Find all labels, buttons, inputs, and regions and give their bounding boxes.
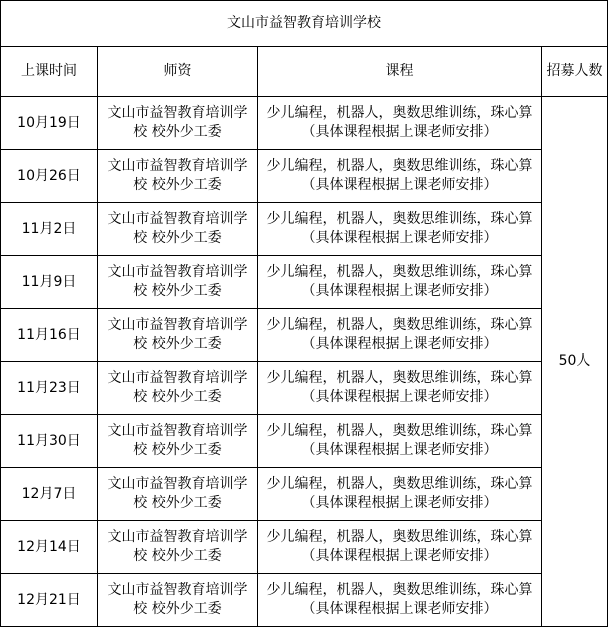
table-row: [1, 362, 608, 415]
teacher-cell: 文山市益智教育培训学校 校外少工委: [98, 574, 258, 627]
teacher-cell: 文山市益智教育培训学校 校外少工委: [98, 203, 258, 256]
table-row: [1, 574, 608, 627]
course-cell: 少儿编程，机器人，奥数思维训练，珠心算（具体课程根据上课老师安排）: [258, 415, 542, 468]
date-cell: 11月9日: [1, 256, 98, 309]
course-cell: 少儿编程，机器人，奥数思维训练，珠心算（具体课程根据上课老师安排）: [258, 150, 542, 203]
table-row: [1, 415, 608, 468]
course-cell: 少儿编程，机器人，奥数思维训练，珠心算（具体课程根据上课老师安排）: [258, 97, 542, 150]
table-row: [1, 468, 608, 521]
header-row: [1, 47, 608, 97]
teacher-cell: 文山市益智教育培训学校 校外少工委: [98, 362, 258, 415]
date-cell: 11月23日: [1, 362, 98, 415]
date-cell: 12月21日: [1, 574, 98, 627]
table-row: [1, 309, 608, 362]
table-row: [1, 256, 608, 309]
header-course: 课程: [258, 47, 542, 97]
course-cell: 少儿编程，机器人，奥数思维训练，珠心算（具体课程根据上课老师安排）: [258, 256, 542, 309]
teacher-cell: 文山市益智教育培训学校 校外少工委: [98, 150, 258, 203]
date-cell: 11月16日: [1, 309, 98, 362]
teacher-cell: 文山市益智教育培训学校 校外少工委: [98, 309, 258, 362]
table-row: [1, 150, 608, 203]
teacher-cell: 文山市益智教育培训学校 校外少工委: [98, 256, 258, 309]
table-row: [1, 203, 608, 256]
teacher-cell: 文山市益智教育培训学校 校外少工委: [98, 415, 258, 468]
teacher-cell: 文山市益智教育培训学校 校外少工委: [98, 521, 258, 574]
date-cell: 10月26日: [1, 150, 98, 203]
header-teacher: 师资: [98, 47, 258, 97]
table-title: 文山市益智教育培训学校: [1, 1, 608, 47]
header-recruit: 招募人数: [542, 47, 608, 97]
teacher-cell: 文山市益智教育培训学校 校外少工委: [98, 468, 258, 521]
date-cell: 11月30日: [1, 415, 98, 468]
title-row: [1, 1, 608, 47]
header-time: 上课时间: [1, 47, 98, 97]
course-cell: 少儿编程，机器人，奥数思维训练，珠心算（具体课程根据上课老师安排）: [258, 362, 542, 415]
date-cell: 12月7日: [1, 468, 98, 521]
table-row: [1, 97, 608, 150]
course-cell: 少儿编程，机器人，奥数思维训练，珠心算（具体课程根据上课老师安排）: [258, 203, 542, 256]
course-cell: 少儿编程，机器人，奥数思维训练，珠心算（具体课程根据上课老师安排）: [258, 521, 542, 574]
teacher-cell: 文山市益智教育培训学校 校外少工委: [98, 97, 258, 150]
date-cell: 12月14日: [1, 521, 98, 574]
date-cell: 11月2日: [1, 203, 98, 256]
course-cell: 少儿编程，机器人，奥数思维训练，珠心算（具体课程根据上课老师安排）: [258, 574, 542, 627]
course-cell: 少儿编程，机器人，奥数思维训练，珠心算（具体课程根据上课老师安排）: [258, 468, 542, 521]
table-row: [1, 521, 608, 574]
date-cell: 10月19日: [1, 97, 98, 150]
recruit-count: 50人: [542, 97, 608, 627]
course-cell: 少儿编程，机器人，奥数思维训练，珠心算（具体课程根据上课老师安排）: [258, 309, 542, 362]
